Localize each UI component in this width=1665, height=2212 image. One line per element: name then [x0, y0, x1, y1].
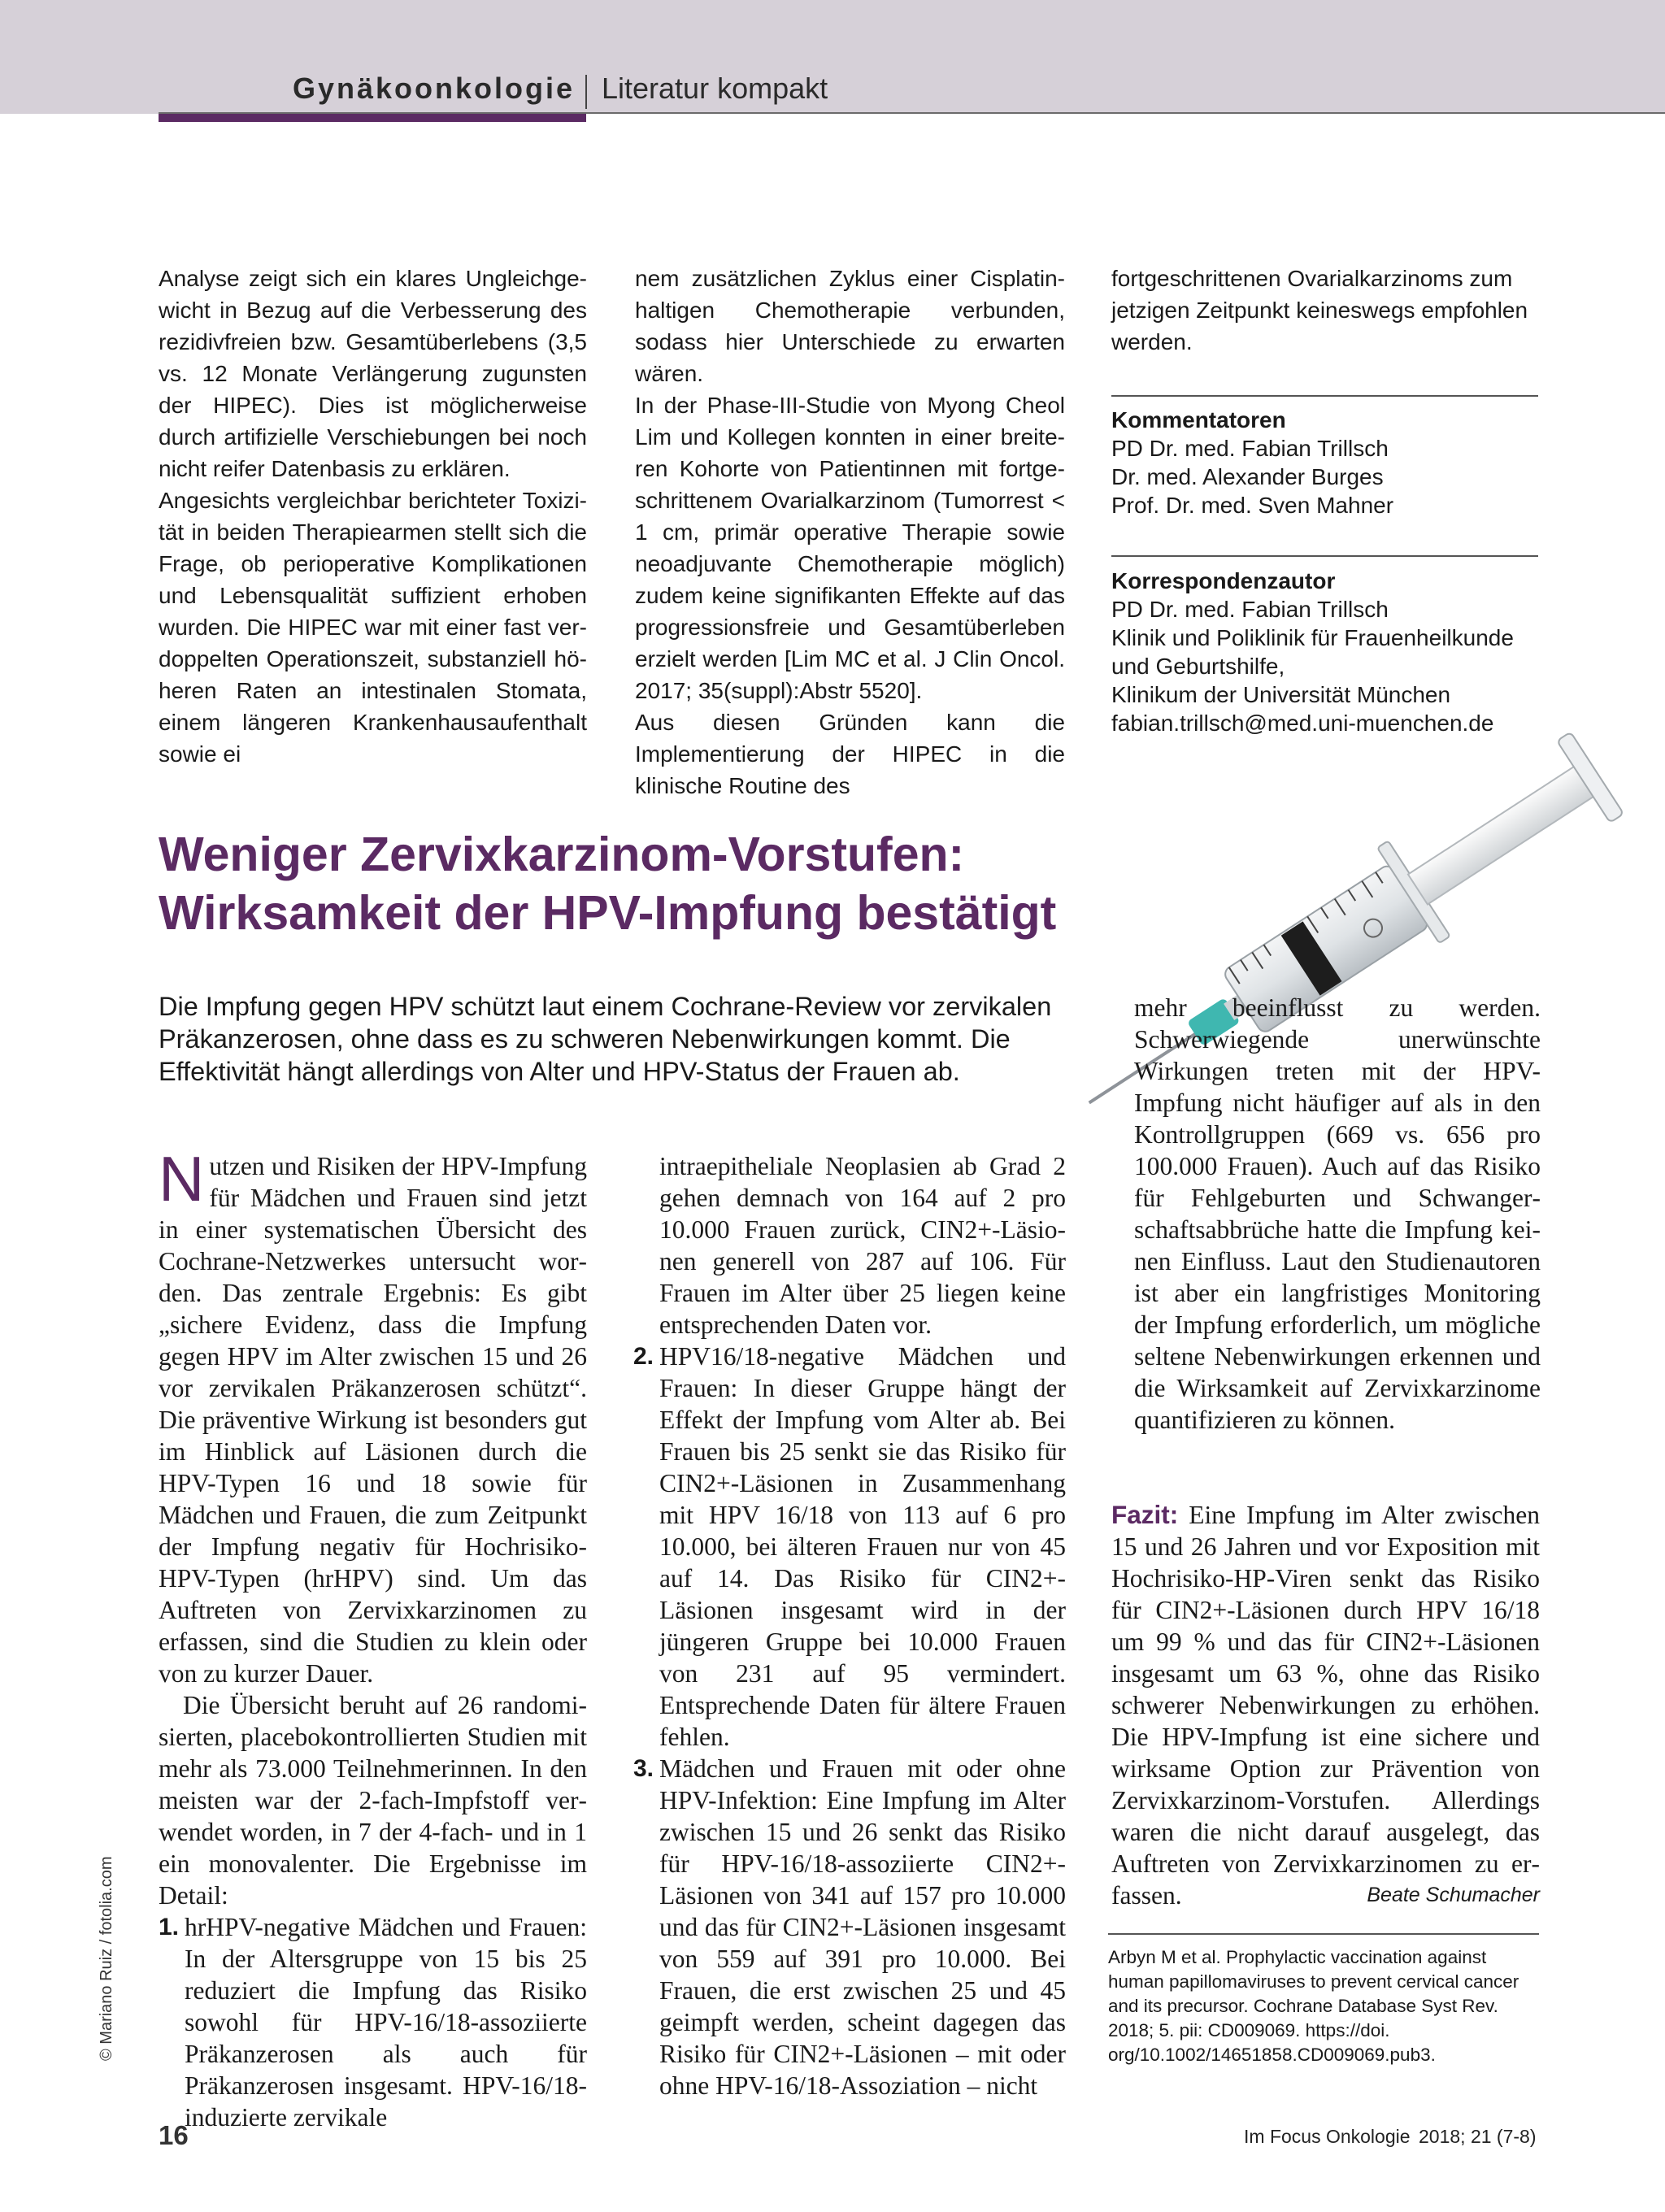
- list-number: 3.: [633, 1755, 654, 1782]
- prev-col2-text: nem zusätzlichen Zyklus einer Cisplatin-haltigen Chemotherapie verbunden, sodass hier Unterschiede zu erwarten wären.: [635, 266, 1065, 386]
- results-list-1: [159, 1911, 587, 2133]
- list-item: [633, 1753, 1066, 2101]
- list-number: 1.: [159, 1914, 180, 1940]
- article-col2-list: [633, 1341, 1066, 2101]
- header-band: [0, 0, 1665, 114]
- commentator-1: PD Dr. med. Fabian Trillsch: [1111, 436, 1389, 461]
- header-section: Gynäkoonkologie: [293, 72, 576, 105]
- results-list-2: [633, 1341, 1066, 2101]
- article-p2: Die Übersicht beruht auf 26 randomisierten, placebokontrollierten Studien mit mehr als 73.000 Teilnehmerinnen. In den meisten war der 2-fach-Impfstoff verwendet worden, in 7 der 4-fach- und in 1 ein monovalenter. Die Ergebnisse im Detail:: [159, 1691, 587, 1910]
- col2-continuation: intraepitheliale Neoplasien ab Grad 2 gehen demnach von 164 auf 2 pro 10.000 Frauen zurück, CIN2+-Läsionen generell von 287 auf 106. Für Frauen im Alter über 25 liegen keine entsprechenden Daten vor.: [659, 1152, 1066, 1339]
- correspondence-line-2: Klinik und Poliklinik für Frauenheilkunde: [1111, 625, 1514, 650]
- article-author: Beate Schumacher: [1367, 1884, 1540, 1906]
- footer-issue: 2018; 21 (7-8): [1419, 2126, 1537, 2147]
- prev-article-col3: [1111, 263, 1538, 358]
- header-accent-bar: [159, 114, 586, 122]
- correspondence-line-3: und Geburtshilfe,: [1111, 654, 1285, 679]
- photo-credit: © Mariano Ruiz / fotolia.com: [98, 1856, 115, 2061]
- title-line-1: Weniger Zervixkarzinom-Vorstufen:: [159, 828, 965, 881]
- commentators-block: [1111, 406, 1538, 519]
- article-reference: Arbyn M et al. Prophylactic vaccination against human papillomaviruses to prevent cervical cancer and its precursor. Cochrane Database Syst Rev. 2018; 5. pii: CD009069. https://doi. org/10.1002/14651858.CD009069.pub3.: [1108, 1947, 1519, 2065]
- plunger-rod: [1408, 763, 1598, 904]
- dropcap: N: [159, 1143, 205, 1215]
- header-subsection: Literatur kompakt: [602, 72, 828, 105]
- article-col1: [159, 1143, 587, 2133]
- correspondence-block: [1111, 567, 1567, 737]
- commentator-3: Prof. Dr. med. Sven Mahner: [1111, 493, 1394, 518]
- prev-col2b-text: In der Phase-III-Studie von Myong Cheol Lim und Kollegen konnten in einer breiteren Kohorte von Patientinnen mit fortgeschrittenem Ovarialkarzinom (Tumorrest < 1 cm, primär operative Therapie sowie neoadjuvante Chemotherapie möglich) zudem keine signifikanten Effekte auf das progressionsfreie und Gesamtüberleben erzielt werden [Lim MC et al. J Clin Oncol. 2017; 35(suppl):Abstr 5520].: [635, 393, 1065, 703]
- prev-col1-text: Analyse zeigt sich ein klares Ungleichgewicht in Bezug auf die Verbesserung des rezidivfreien bzw. Gesamtüberlebens (3,5 vs. 12 Monate Verlängerung zugunsten der HIPEC). Dies ist möglicherweise durch artifizielle Verschiebungen bei noch nicht reifer Datenbasis zu erklären.: [159, 266, 587, 481]
- reference-rule: [1108, 1933, 1539, 1935]
- fazit-label: Fazit:: [1111, 1500, 1179, 1529]
- prev-col3-text: fortgeschrittenen Ovarialkarzinoms zum jetzigen Zeitpunkt keineswegs empfohlen werden.: [1111, 266, 1528, 354]
- correspondence-email[interactable]: fabian.trillsch@med.uni-muenchen.de: [1111, 711, 1494, 736]
- prev-col2c-text: Aus diesen Gründen kann die Implementierung der HIPEC in die klinische Routine des: [635, 710, 1065, 798]
- prev-col1b-text: Angesichts vergleichbar berichteter Toxizität in beiden Therapiearmen stellt sich die Frage, ob perioperative Komplikationen und Lebensqualität suffizient erhoben wurden. Die HIPEC war mit einer fast verdoppelten Operationszeit, substanziell höheren Raten an intestinalen Stomata, einem längeren Krankenhausaufenthalt sowie ei: [159, 488, 587, 767]
- header-separator: [585, 75, 587, 109]
- fazit-text: Eine Impfung im Alter zwischen 15 und 26 Jahren und vor Exposition mit Hochrisiko-HP-Viren senkt das Risiko für CIN2+-Läsionen durch HPV 16/18 um 99 % und das für CIN2+-Läsionen insgesamt um 63 %, ohne das Risiko schwerer Nebenwirkungen zu erhöhen. Die HPV-Impfung ist eine sichere und wirksame Option zur Prävention von Zervixkarzinom-Vorstufen. Allerdings waren die nicht darauf ausgelegt, das Auftreten von Zervixkarzinomen zu erfassen.: [1111, 1501, 1541, 1910]
- correspondence-line-1: PD Dr. med. Fabian Trillsch: [1111, 597, 1389, 622]
- prev-article-col1: [159, 263, 587, 770]
- commentators-label: Kommentatoren: [1111, 407, 1286, 432]
- page-number: 16: [159, 2120, 189, 2150]
- footer-journal: Im Focus Onkologie: [1244, 2126, 1411, 2147]
- commentator-2: Dr. med. Alexander Burges: [1111, 464, 1384, 489]
- article-col3: [1134, 992, 1541, 1436]
- list-number: 2.: [633, 1343, 654, 1370]
- title-line-2: Wirksamkeit der HPV-Impfung bestätigt: [159, 886, 1057, 940]
- fazit-block: [1111, 1499, 1540, 1911]
- article-p1: utzen und Risiken der HPV-Impfung für Mädchen und Frauen sind jetzt in einer systematischen Übersicht des Cochrane-Netzwerkes untersucht worden. Das zentrale Ergebnis: Es gibt „sichere Evidenz, dass die Impfung gegen HPV im Alter zwischen 15 und 26 vor zervikalen Präkanzerosen schützt“. Die präventive Wirkung ist besonders gut im Hinblick auf Läsionen durch die HPV-Typen 16 und 18 sowie für Mädchen und Frauen, die zum Zeitpunkt der Impfung negativ für Hochrisiko-HPV-Typen (hrHPV) sind. Um das Auftreten von Zervixkarzinomen zu erfassen, sind die Studien zu klein oder von zu kurzer Dauer.: [159, 1152, 587, 1688]
- list-item-text: hrHPV-negative Mädchen und Frauen: In der Altersgruppe von 15 bis 25 reduziert die Impfung das Risiko sowohl für HPV-16/18-assoziierte Präkanzerosen als auch für Präkanzerosen insgesamt. HPV-16/18-induzierte zervikale: [185, 1913, 587, 2132]
- article-lead: Die Impfung gegen HPV schützt laut einem Cochrane-Review vor zervikalen Präkanzerosen, ohne dass es zu schweren Nebenwirkungen kommt. Die Effektivität hängt allerdings von Alter und HPV-Status der Frauen ab.: [159, 992, 1052, 1086]
- correspondence-label: Korrespondenzautor: [1111, 568, 1336, 593]
- col3-continuation: mehr beeinflusst zu werden. Schwerwiegende unerwünschte Wirkungen treten mit der HPV-Impfung nicht häufiger auf als in den Kontrollgruppen (669 vs. 656 pro 100.000 Frauen). Auch auf das Risiko für Fehlgeburten und Schwangerschaftsabbrüche hatte die Impfung keinen Einfluss. Laut den Studienautoren ist aber ein langfristiges Monitoring der Impfung erforderlich, um mögliche seltene Nebenwirkungen erkennen und die Wirksamkeit auf Zervixkarzinome quantifizieren zu können.: [1134, 993, 1541, 1434]
- list-item: [159, 1911, 587, 2133]
- article-title: [159, 825, 1118, 942]
- list-item: [633, 1341, 1066, 1753]
- list-item-text: Mädchen und Frauen mit oder ohne HPV-Infektion: Eine Impfung im Alter zwischen 15 und 26 senkt das Risiko für HPV-16/18-assoziierte CIN2+-Läsionen von 341 auf 157 pro 10.000 und das für CIN2+-Läsionen insgesamt von 559 auf 391 pro 10.000. Bei Frauen, die erst zwischen 25 und 45 geimpft werden, scheint dagegen das Risiko für CIN2+-Läsionen – mit oder ohne HPV-16/18-Assoziation – nicht: [659, 1754, 1066, 2100]
- article-col2: [659, 1150, 1066, 1341]
- list-item-text: HPV16/18-negative Mädchen und Frauen: In dieser Gruppe hängt der Effekt der Impfung vom Alter ab. Bei Frauen bis 25 senkt sie das Risiko für CIN2+-Läsionen in Zusammenhang mit HPV 16/18 von 113 auf 6 pro 10.000, bei älteren Frauen nur von 45 auf 14. Das Risiko für CIN2+-Läsionen insgesamt wird in der jüngeren Gruppe bei 10.000 Frauen von 231 auf 95 vermindert. Entsprechende Daten für ältere Frauen fehlen.: [659, 1342, 1066, 1751]
- commentators-rule: [1111, 395, 1538, 397]
- prev-article-col2: [635, 263, 1065, 802]
- correspondence-rule: [1111, 555, 1538, 557]
- correspondence-line-4: Klinikum der Universität München: [1111, 682, 1451, 707]
